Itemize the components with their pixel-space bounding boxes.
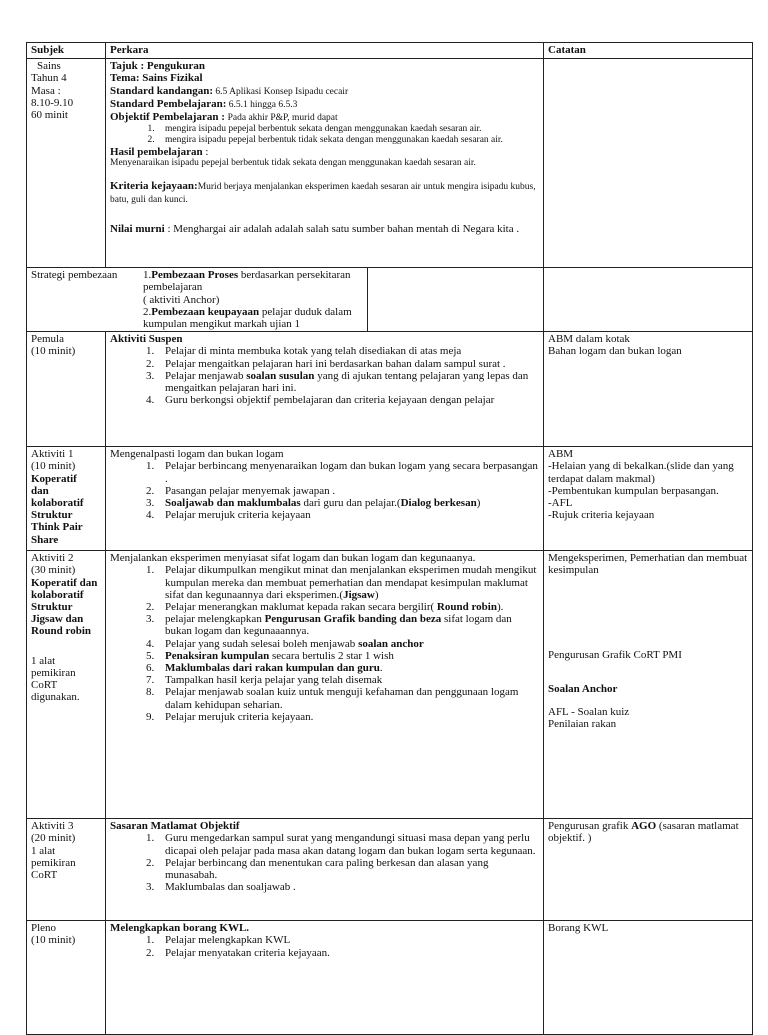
list-item: 3. Pelajar menjawab soalan susulan yang di ajukan tentang pelajaran yang lepas dan mengaitkan pelajaran hari ini. [157, 370, 539, 394]
success-criteria: Kriteria kejayaan:Murid berjaya menjalankan eksperimen kaedah sesaran air untuk mengira isipadu kubus, batu, guli dan kunci. [110, 179, 536, 205]
activity-list [110, 934, 539, 958]
header-subjek: Subjek [27, 43, 106, 59]
list-item: 1. Pelajar dikumpulkan mengikut minat dan menjalankan eksperimen mudah mengikut kumpulan mereka dan membuat pemerhatian dan mendapat kesimpulan maklumat sifat dan kegunaannya dari eksperimen.(Jigsaw) [157, 564, 539, 601]
objective-item: 2. mengira isipadu pepejal berbentuk tidak sekata dengan menggunakan kaedah sesaran air. [157, 135, 539, 146]
list-item: 3. Soaljawab dan maklumbalas dari guru dan pelajar.(Dialog berkesan) [157, 497, 539, 509]
list-item: 1. Pelajar berbincang menyenaraikan logam dan bukan logam yang secara berpasangan . [157, 460, 539, 484]
activity-title: Melengkapkan borang KWL. [110, 922, 250, 935]
list-item: 1. Guru mengedarkan sampul surat yang mengandungi situasi masa depan yang perlu dicapai oleh pelajar pada masa akan datang logam dan bukan logam serta kegunaan. [157, 832, 539, 856]
table-row-info [27, 59, 753, 268]
list-item: 7. Tampalkan hasil kerja pelajar yang telah disemak [157, 674, 539, 686]
activity-list [110, 564, 539, 723]
lesson-theme: Tema: Sains Fizikal [110, 72, 203, 85]
activity-list [110, 832, 539, 893]
list-item: 2. Pelajar berbincang dan menentukan cara paling berkesan dan alasan yang munasabah. [157, 857, 539, 881]
table-row-aktiviti-3 [27, 819, 753, 921]
time-label: Masa : [31, 84, 61, 97]
subject-name: Sains [37, 60, 61, 73]
activity-cell [106, 551, 544, 819]
activity-cell [106, 819, 544, 921]
learning-outcome-heading: Hasil pembelajaran : [110, 145, 209, 158]
content-standard: Standard kandangan: 6.5 Aplikasi Konsep Isipadu cecair [110, 84, 349, 97]
activity-cell [106, 921, 544, 1035]
subject-year: Tahun 4 [31, 72, 67, 85]
lesson-topic: Tajuk : Pengukuran [110, 60, 205, 73]
moral-values: Nilai murni : Menghargai air adalah adalah salah satu sumber bahan mentah di Negara kita . [110, 222, 520, 235]
stage-cell: Aktiviti 1 (10 minit) Koperatif dan kolaboratif Struktur Think Pair Share [27, 447, 106, 551]
table-row-strategi [27, 268, 753, 332]
list-item: 5. Penaksiran kumpulan secara bertulis 2 star 1 wish [157, 650, 539, 662]
notes-cell: ABM dalam kotak Bahan logam dan bukan logan [544, 332, 753, 447]
learning-outcome-text: Menyenaraikan isipadu pepejal berbentuk tidak sekata dengan menggunakan kaedah sesaran air. [110, 157, 476, 168]
activity-cell [106, 332, 544, 447]
strategy-cell [27, 268, 544, 332]
notes-cell: Borang KWL [544, 921, 753, 1035]
list-item: 9. Pelajar merujuk criteria kejayaan. [157, 711, 539, 723]
subject-info-cell [27, 59, 106, 268]
objective-item: 1. mengira isipadu pepejal berbentuk sekata dengan menggunakan kaedah sesaran air. [157, 124, 539, 135]
list-item: 6. Maklumbalas dari rakan kumpulan dan guru. [157, 662, 539, 674]
list-item: 8. Pelajar menjawab soalan kuiz untuk menguji kefahaman dan penggunaan logam dalam kehidupan seharian. [157, 686, 539, 710]
list-item: 2. Pelajar menerangkan maklumat kepada rakan secara bergilir( Round robin). [157, 601, 539, 613]
table-row-pleno [27, 921, 753, 1035]
notes-cell: Mengeksperimen, Pemerhatian dan membuat kesimpulan Pengurusan Grafik CoRT PMI Soalan Anchor AFL - Soalan kuiz Penilaian rakan [544, 551, 753, 819]
strategy-notes-cell [544, 268, 753, 332]
table-row-pemula [27, 332, 753, 447]
activity-title: Aktiviti Suspen [110, 333, 183, 346]
header-catatan: Catatan [544, 43, 753, 59]
stage-cell: Aktiviti 3 (20 minit) 1 alat pemikiran CoRT [27, 819, 106, 921]
list-item: 1. Pelajar di minta membuka kotak yang telah disediakan di atas meja [157, 345, 539, 357]
strategy-spacer [367, 268, 543, 331]
list-item: 3. pelajar melengkapkan Pengurusan Grafik banding dan beza sifat logam dan bukan logam dan kegunaaannya. [157, 613, 539, 637]
list-item: 4. Pelajar yang sudah selesai boleh menjawab soalan anchor [157, 638, 539, 650]
notes-cell: ABM -Helaian yang di bekalkan.(slide dan yang terdapat dalam makmal) -Pembentukan kumpulan berpasangan. -AFL -Rujuk criteria kejayaan [544, 447, 753, 551]
duration: 60 minit [31, 109, 68, 122]
time-range: 8.10-9.10 [31, 96, 74, 109]
info-notes-cell [544, 59, 753, 268]
stage-cell: Aktiviti 2 (30 minit) Koperatif dan kolaboratif Struktur Jigsaw dan Round robin 1 alat pemikiran CoRT digunakan. [27, 551, 106, 819]
activity-title: Sasaran Matlamat Objektif [110, 820, 240, 833]
table-header-row [27, 43, 753, 59]
list-item: 1. Pelajar melengkapkan KWL [157, 934, 539, 946]
learning-standard: Standard Pembelajaran: 6.5.1 hingga 6.5.3 [110, 97, 298, 110]
list-item: 2. Pasangan pelajar menyemak jawapan . [157, 485, 539, 497]
list-item: 2. Pelajar mengaitkan pelajaran hari ini berdasarkan bahan dalam sampul surat . [157, 358, 539, 370]
activity-list [110, 345, 539, 406]
list-item: 4. Guru berkongsi objektif pembelajaran dan criteria kejayaan dengan pelajar [157, 394, 539, 406]
objective-list [110, 124, 539, 146]
strategy-label: Strategi pembezaan [31, 269, 118, 282]
stage-cell: Pemula (10 minit) [27, 332, 106, 447]
lesson-plan-table [26, 42, 753, 1035]
activity-list [110, 460, 539, 521]
list-item: 2. Pelajar menyatakan criteria kejayaan. [157, 947, 539, 959]
table-row-aktiviti-2 [27, 551, 753, 819]
stage-cell: Pleno (10 minit) [27, 921, 106, 1035]
activity-intro: Mengenalpasti logam dan bukan logam [110, 448, 284, 461]
learning-objective: Objektif Pembelajaran : Pada akhir P&P, murid dapat [110, 110, 338, 123]
list-item: 3. Maklumbalas dan soaljawab . [157, 881, 539, 893]
activity-cell [106, 447, 544, 551]
lesson-details-cell [106, 59, 544, 268]
activity-intro: Menjalankan eksperimen menyiasat sifat logam dan bukan logam dan kegunaanya. [110, 552, 476, 565]
notes-cell: Pengurusan grafik AGO (sasaran matlamat objektif. ) [544, 819, 753, 921]
strategy-text: 1.Pembezaan Proses berdasarkan persekitaran pembelajaran ( aktiviti Anchor) 2.Pembezaan keupayaan pelajar duduk dalam kumpulan mengikut markah ujian 1 [143, 269, 352, 331]
list-item: 4. Pelajar merujuk criteria kejayaan [157, 509, 539, 521]
header-perkara: Perkara [106, 43, 544, 59]
table-row-aktiviti-1 [27, 447, 753, 551]
